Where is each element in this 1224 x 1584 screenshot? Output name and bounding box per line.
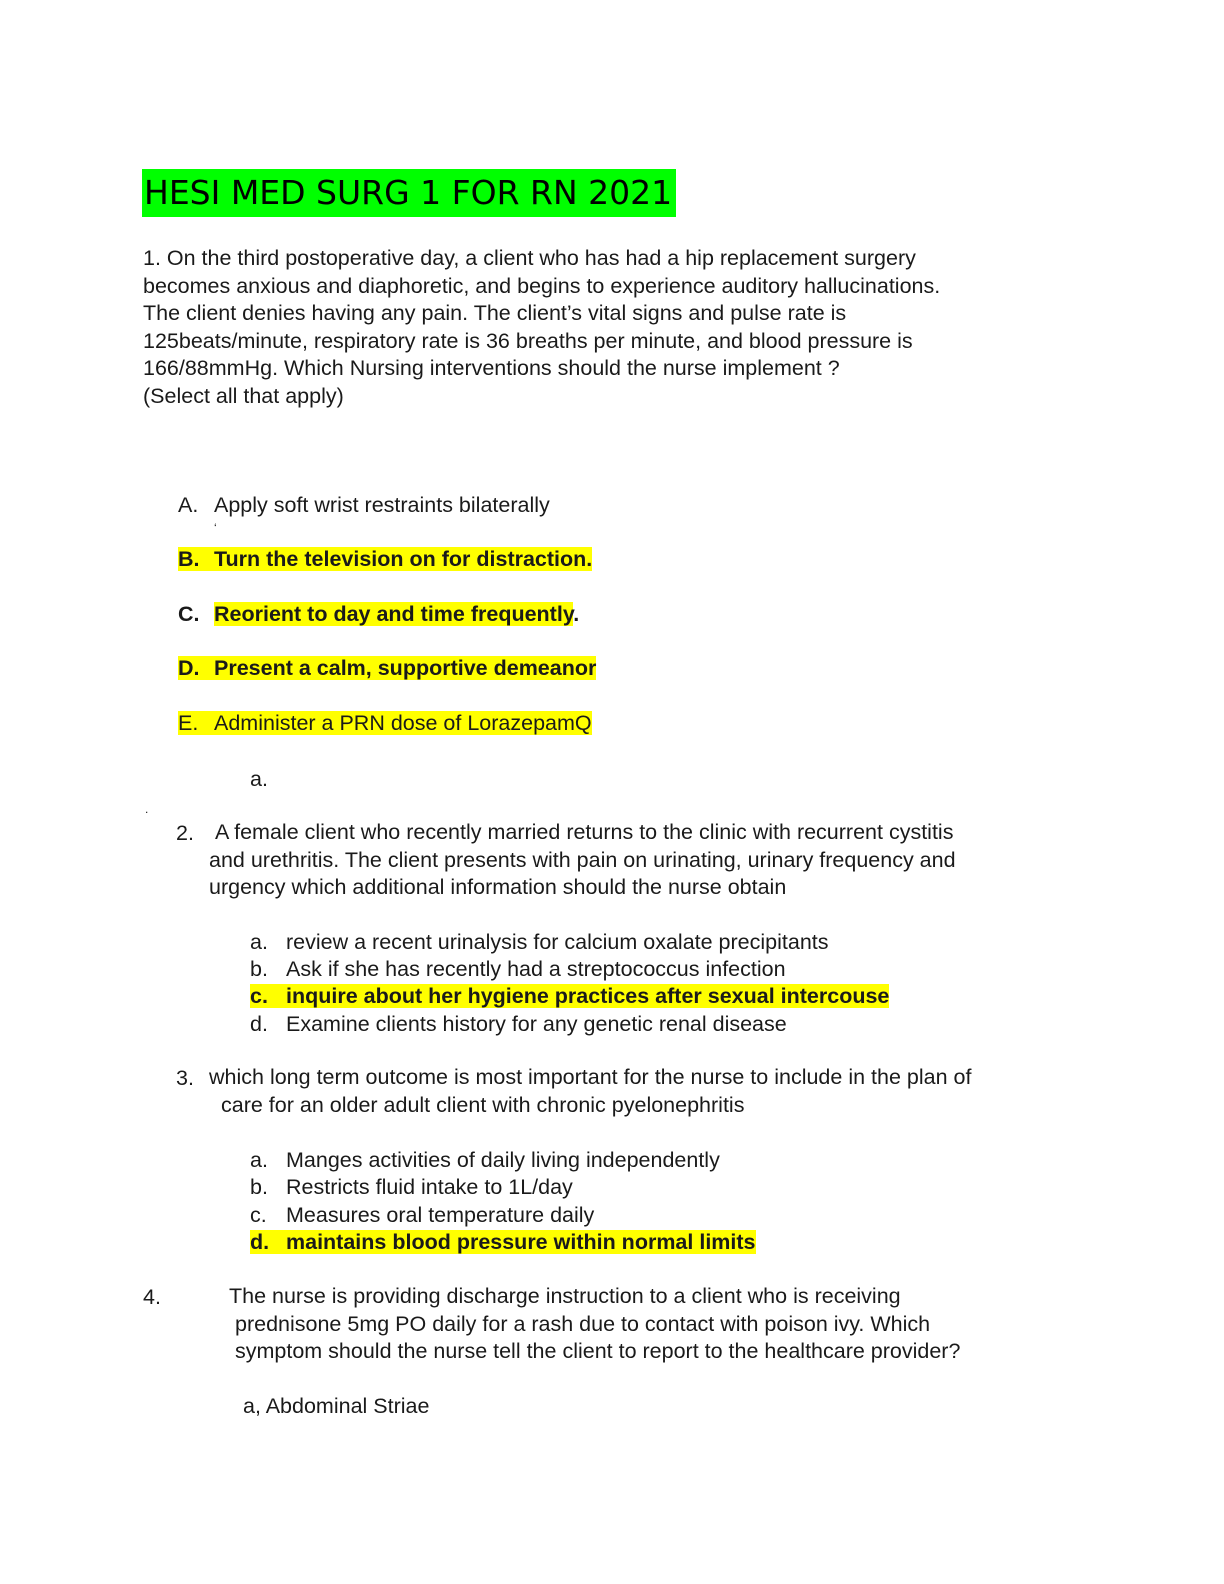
question-1-option-c [178,601,579,628]
question-2-line: urgency which additional information should the nurse obtain [209,875,787,899]
question-1-line: 1. On the third postoperative day, a client who has had a hip replacement surgery [143,246,916,270]
question-1-option-a [178,492,550,519]
option-text: inquire about her hygiene practices after sexual intercouse [286,984,890,1008]
option-text: Administer a PRN dose of LorazepamQ [214,711,592,735]
option-text: Apply soft wrist restraints bilaterally [214,493,550,517]
question-2-option-b [250,956,786,983]
option-text: Turn the television on for distraction. [214,547,593,571]
option-letter: C. [178,602,200,626]
option-letter: c. [250,984,268,1008]
stray-mark: ‘ [214,521,217,535]
option-letter: E. [178,711,199,735]
option-letter: B. [178,547,200,571]
option-suffix: . [573,602,580,626]
option-text: Measures oral temperature daily [286,1203,595,1227]
question-1-line: 166/88mmHg. Which Nursing interventions should the nurse implement ? [143,356,840,380]
option-text: Examine clients history for any genetic renal disease [286,1012,787,1036]
question-1-line: 125beats/minute, respiratory rate is 36 breaths per minute, and blood pressure is [143,328,913,353]
option-text: Present a calm, supportive demeanor [214,656,597,680]
option-text: Manges activities of daily living independently [286,1148,720,1172]
question-4-stem [229,1283,960,1366]
question-3-stem [209,1064,971,1119]
option-letter: D. [178,656,200,680]
option-letter: b. [250,1175,268,1199]
question-2-line: and urethritis. The client presents with pain on urinating, urinary frequency and [209,847,956,872]
option-text: Reorient to day and time frequently [214,602,574,626]
question-1-line: The client denies having any pain. The client’s vital signs and pulse rate is [143,301,847,325]
question-1-line: (Select all that apply) [143,383,344,408]
question-1-option-d [178,655,596,682]
question-1-stem [143,245,940,410]
question-3-option-b [250,1174,573,1201]
question-2-line: A female client who recently married returns to the clinic with recurrent cystitis [215,820,954,844]
option-text: maintains blood pressure within normal limits [286,1230,756,1254]
question-2-option-a [250,929,829,956]
question-2-option-c [250,983,889,1010]
question-3-option-d [250,1229,756,1256]
stray-dot: . [145,802,149,816]
option-letter: b. [250,957,268,981]
option-letter: A. [178,493,199,517]
option-letter: a. [250,1148,268,1172]
question-1-option-e [178,710,592,737]
option-letter: d. [250,1012,268,1036]
question-3-line: care for an older adult client with chronic pyelonephritis [221,1092,745,1117]
question-4-option-a: a, Abdominal Striae [243,1394,430,1418]
question-3-option-a [250,1147,720,1174]
option-letter: a. [250,930,268,954]
question-2-number: 2. [176,821,194,845]
question-3-number: 3. [176,1066,194,1090]
question-4-line: symptom should the nurse tell the client to report to the healthcare provider? [235,1339,961,1363]
question-1-trailing-item: a. [250,767,268,791]
option-text: Ask if she has recently had a streptococcus infection [286,957,786,981]
question-3-option-c [250,1202,594,1229]
question-1-option-b [178,546,592,573]
option-text: review a recent urinalysis for calcium oxalate precipitants [286,930,829,954]
question-2-stem [209,819,956,902]
question-2-option-d [250,1011,787,1038]
question-4-line: prednisone 5mg PO daily for a rash due to contact with poison ivy. Which [235,1311,931,1336]
question-4-number: 4. [143,1285,161,1309]
option-text: Restricts fluid intake to 1L/day [286,1175,573,1199]
question-4-line: The nurse is providing discharge instruction to a client who is receiving [229,1284,901,1308]
question-1-line: becomes anxious and diaphoretic, and begins to experience auditory hallucinations. [143,273,941,298]
option-letter: d. [250,1230,270,1254]
question-3-line: which long term outcome is most important for the nurse to include in the plan of [209,1065,972,1089]
option-letter: c. [250,1203,267,1227]
document-title: HESI MED SURG 1 FOR RN 2021 [142,169,676,217]
